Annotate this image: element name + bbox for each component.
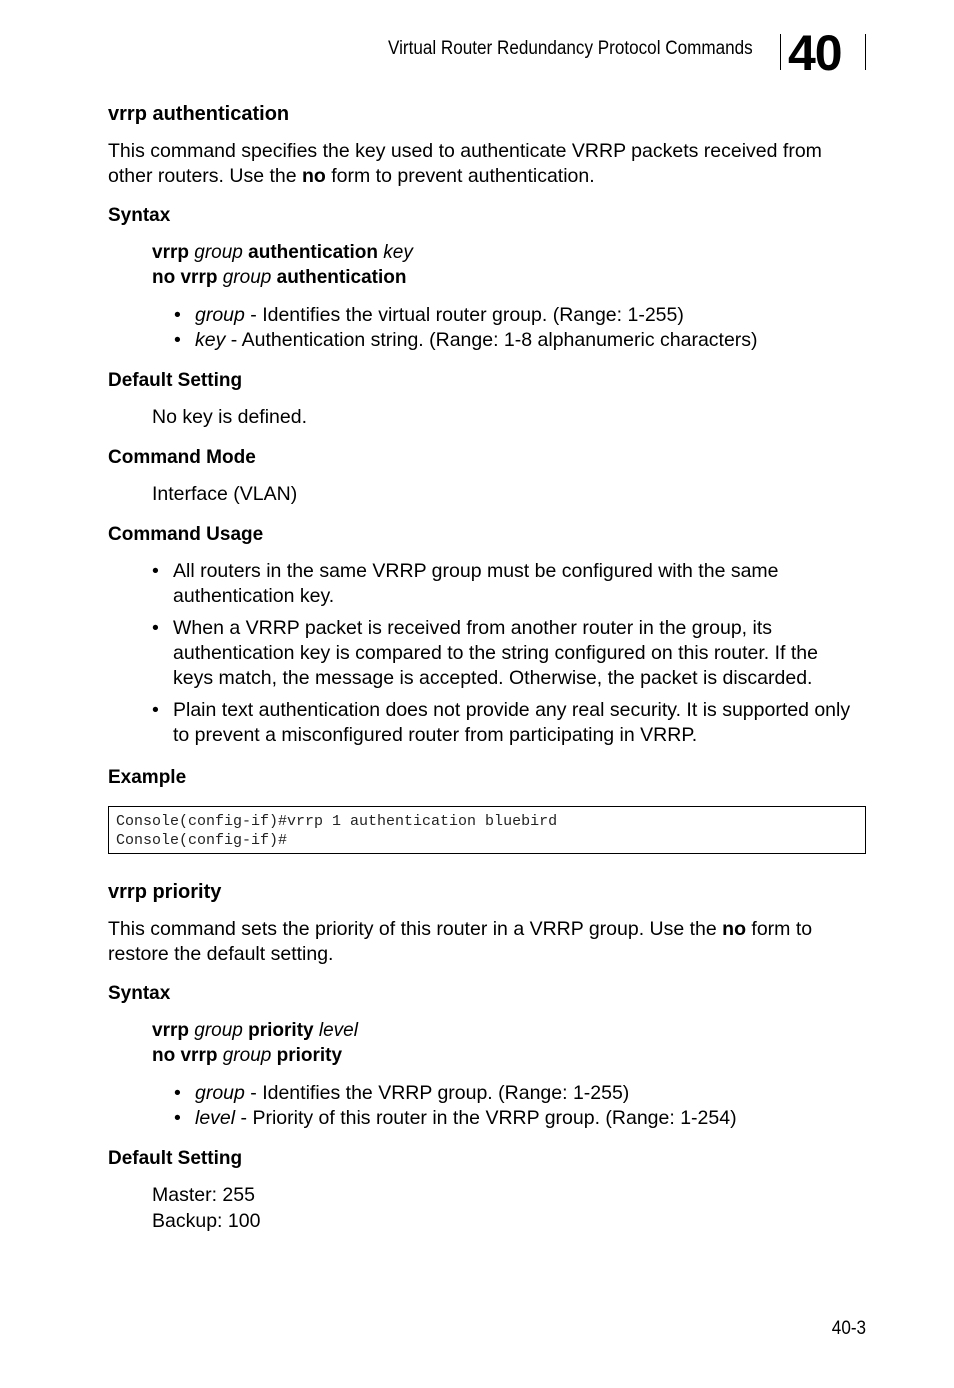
- default-setting-heading: Default Setting: [108, 370, 243, 391]
- page-number: 40-3: [831, 1318, 866, 1339]
- parameter-list: [174, 1081, 854, 1131]
- header-divider-right: [865, 34, 866, 70]
- default-setting-text: No key is defined.: [152, 406, 308, 428]
- section-title-vrrp-authentication: vrrp authentication: [108, 103, 290, 125]
- command-mode-heading: Command Mode: [108, 447, 256, 468]
- default-master: Master: 255: [152, 1184, 255, 1206]
- default-setting-heading: Default Setting: [108, 1148, 243, 1169]
- parameter-list: [174, 303, 854, 353]
- syntax-line-2: no vrrp group priority: [152, 1045, 343, 1066]
- list-item: • level - Priority of this router in the VRRP group. (Range: 1-254): [174, 1107, 737, 1129]
- chapter-number: 40: [788, 25, 842, 81]
- code-line: Console(config-if)#vrrp 1 authentication bluebird: [116, 813, 558, 830]
- list-item: • All routers in the same VRRP group must be configured with the same authentication key.: [152, 560, 779, 607]
- section1-description: This command specifies the key used to authenticate VRRP packets received from other routers. Use the no form to prevent authentication.: [108, 140, 822, 187]
- code-line: Console(config-if)#: [116, 832, 288, 849]
- syntax-line-2: no vrrp group authentication: [152, 267, 407, 288]
- section2-description: This command sets the priority of this router in a VRRP group. Use the no form to restore the default setting.: [108, 918, 813, 965]
- command-usage-heading: Command Usage: [108, 524, 264, 545]
- usage-list: [152, 559, 862, 755]
- header-divider-left: [780, 34, 781, 70]
- list-item: • key - Authentication string. (Range: 1-8 alphanumeric characters): [174, 329, 758, 351]
- syntax-heading: Syntax: [108, 205, 171, 226]
- list-item: • group - Identifies the VRRP group. (Range: 1-255): [174, 1082, 630, 1104]
- list-item: • group - Identifies the virtual router group. (Range: 1-255): [174, 304, 684, 326]
- example-heading: Example: [108, 767, 187, 788]
- command-mode-text: Interface (VLAN): [152, 483, 298, 505]
- syntax-line-1: vrrp group authentication key: [152, 242, 413, 263]
- example-code-box: [108, 806, 866, 854]
- running-header: Virtual Router Redundancy Protocol Commands: [388, 38, 753, 59]
- default-backup: Backup: 100: [152, 1210, 261, 1232]
- section-title-vrrp-priority: vrrp priority: [108, 881, 222, 903]
- list-item: • Plain text authentication does not provide any real security. It is supported only to prevent a misconfigured router from participating in VRRP.: [152, 699, 851, 746]
- list-item: • When a VRRP packet is received from another router in the group, its authentication key is compared to the string configured on this router. If the keys match, the message is accepted. Otherwise, the packet is discarded.: [152, 617, 818, 689]
- syntax-line-1: vrrp group priority level: [152, 1020, 358, 1041]
- syntax-heading: Syntax: [108, 983, 171, 1004]
